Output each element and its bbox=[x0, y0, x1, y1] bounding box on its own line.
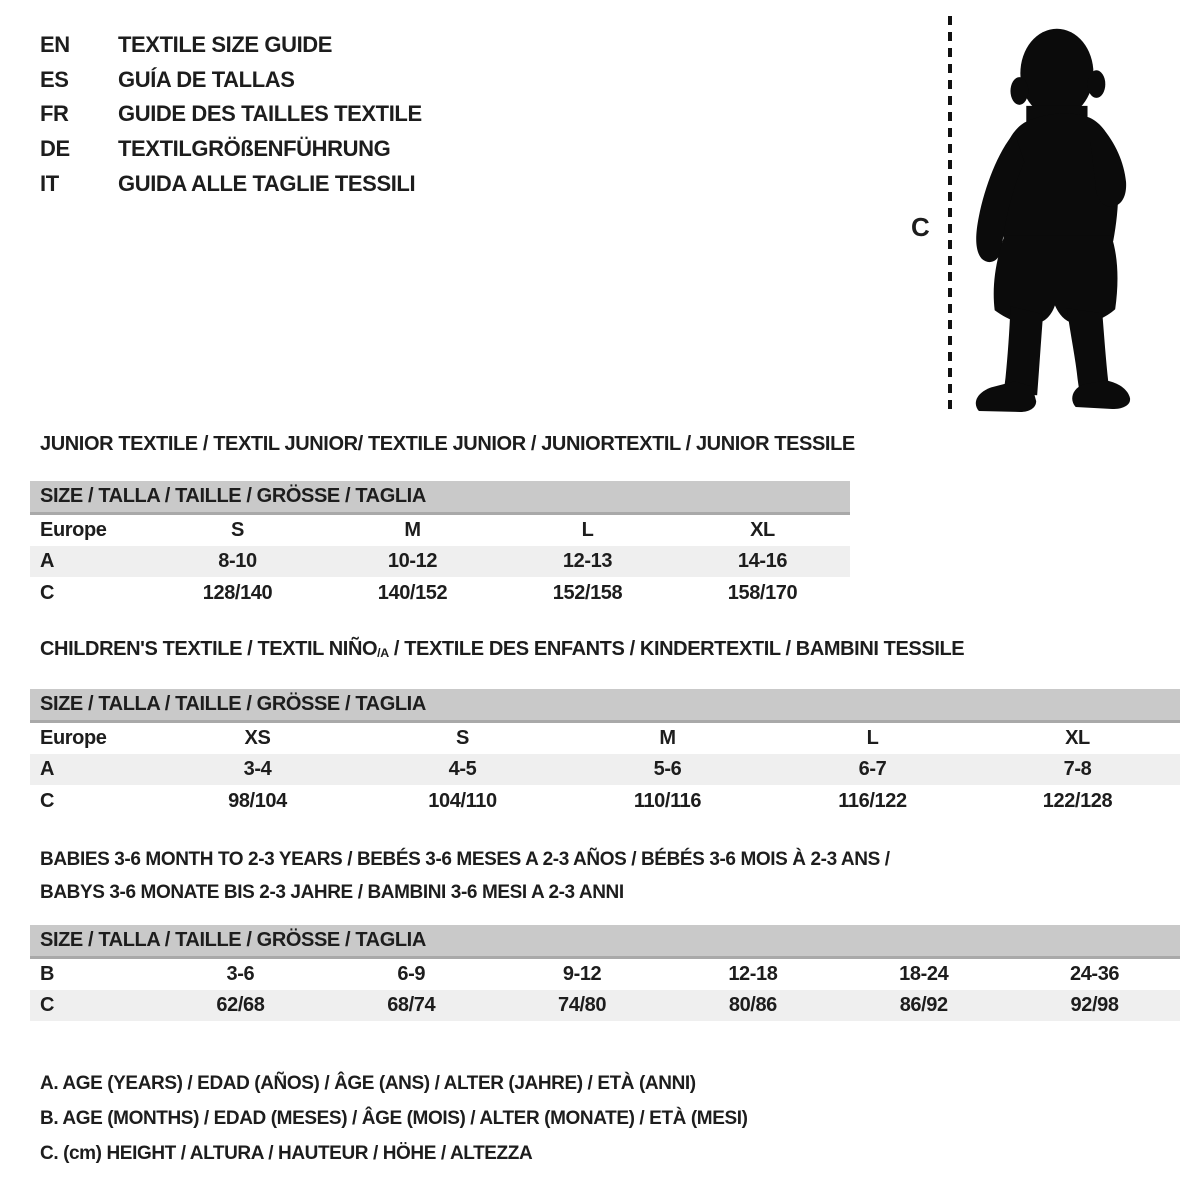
size-cell: S bbox=[456, 726, 469, 749]
size-cell: XS bbox=[244, 726, 271, 749]
junior-size-table bbox=[30, 481, 850, 609]
age-cell: 4-5 bbox=[360, 754, 565, 785]
legend-line-a: A. AGE (YEARS) / EDAD (AÑOS) / ÂGE (ANS) / ALTER (JAHRE) / ETÀ (ANNI) bbox=[40, 1072, 696, 1094]
table-row-height bbox=[30, 577, 850, 609]
height-cell: 74/80 bbox=[497, 990, 668, 1021]
size-header-row bbox=[30, 689, 1180, 721]
height-cell: 80/86 bbox=[667, 990, 838, 1021]
height-cell: 98/104 bbox=[228, 789, 287, 812]
lang-row-es bbox=[40, 63, 422, 98]
row-label: C bbox=[40, 789, 55, 812]
lang-code: IT bbox=[40, 170, 59, 196]
row-label: B bbox=[40, 962, 55, 985]
language-title-block bbox=[40, 28, 422, 201]
size-cell: XL bbox=[750, 518, 775, 541]
size-cell: M bbox=[659, 726, 676, 749]
baby-silhouette-icon bbox=[963, 12, 1135, 412]
months-cell: 24-36 bbox=[1069, 962, 1120, 985]
height-cell: 110/116 bbox=[633, 789, 702, 812]
size-cell: M bbox=[404, 518, 421, 541]
size-cell: XL bbox=[1065, 726, 1090, 749]
age-cell: 7-8 bbox=[975, 754, 1180, 785]
babies-section-title-line2: BABYS 3-6 MONATE BIS 2-3 JAHRE / BAMBINI 3-6 MESI A 2-3 ANNI bbox=[40, 882, 624, 903]
height-cell: 86/92 bbox=[838, 990, 1009, 1021]
table-row-height bbox=[30, 990, 1180, 1021]
height-cell: 152/158 bbox=[552, 581, 623, 604]
size-header-row bbox=[30, 481, 850, 513]
height-cell: 140/152 bbox=[377, 581, 448, 604]
measurement-legend bbox=[40, 1066, 748, 1172]
months-cell: 9-12 bbox=[562, 962, 602, 985]
age-cell: 14-16 bbox=[675, 546, 850, 577]
size-cell: L bbox=[866, 726, 879, 749]
lang-title: TEXTILE SIZE GUIDE bbox=[118, 32, 333, 58]
months-cell: 12-18 bbox=[728, 962, 778, 985]
children-title-suffix: / TEXTILE DES ENFANTS / KINDERTEXTIL / BAMBINI TESSILE bbox=[388, 638, 965, 660]
lang-title: GUIDE DES TAILLES TEXTILE bbox=[118, 101, 422, 127]
lang-row-en bbox=[40, 28, 422, 63]
size-cell: L bbox=[581, 518, 594, 541]
lang-title: GUIDA ALLE TAGLIE TESSILI bbox=[118, 170, 416, 196]
table-row-months bbox=[30, 957, 1180, 990]
height-cell: 122/128 bbox=[1042, 789, 1113, 812]
lang-title: TEXTILGRÖßENFÜHRUNG bbox=[118, 136, 391, 162]
junior-section-title: JUNIOR TEXTILE / TEXTIL JUNIOR/ TEXTILE JUNIOR / JUNIORTEXTIL / JUNIOR TESSILE bbox=[40, 433, 855, 455]
table-row-europe bbox=[30, 513, 850, 546]
lang-code: DE bbox=[40, 136, 70, 162]
age-cell: 5-6 bbox=[565, 754, 770, 785]
size-header-label: SIZE / TALLA / TAILLE / GRÖSSE / TAGLIA bbox=[30, 925, 1180, 957]
legend-line-b: B. AGE (MONTHS) / EDAD (MESES) / ÂGE (MOIS) / ALTER (MONATE) / ETÀ (MESI) bbox=[40, 1107, 748, 1129]
age-cell: 10-12 bbox=[325, 546, 500, 577]
table-row-age bbox=[30, 754, 1180, 785]
children-size-table bbox=[30, 689, 1180, 817]
lang-row-de bbox=[40, 132, 422, 167]
row-label: A bbox=[30, 754, 155, 785]
children-title-subscript: /A bbox=[377, 646, 389, 661]
children-section-title bbox=[40, 638, 964, 661]
row-label: Europe bbox=[40, 726, 107, 749]
row-label: C bbox=[30, 990, 155, 1021]
size-cell: S bbox=[231, 518, 244, 541]
lang-title: GUÍA DE TALLAS bbox=[118, 66, 295, 92]
legend-line-c: C. (cm) HEIGHT / ALTURA / HAUTEUR / HÖHE / ALTEZZA bbox=[40, 1143, 533, 1165]
row-label: C bbox=[40, 581, 55, 604]
babies-size-table bbox=[30, 925, 1180, 1021]
table-row-age bbox=[30, 546, 850, 577]
age-cell: 6-7 bbox=[770, 754, 975, 785]
height-cell: 104/110 bbox=[428, 789, 497, 812]
months-cell: 6-9 bbox=[397, 962, 426, 985]
lang-code: FR bbox=[40, 101, 69, 127]
height-cell: 92/98 bbox=[1009, 990, 1180, 1021]
height-measure-label: C bbox=[911, 212, 930, 242]
age-cell: 8-10 bbox=[150, 546, 325, 577]
height-cell: 158/170 bbox=[727, 581, 798, 604]
height-cell: 128/140 bbox=[202, 581, 273, 604]
children-title-prefix: CHILDREN'S TEXTILE / TEXTIL NIÑO bbox=[40, 638, 378, 660]
age-cell: 3-4 bbox=[155, 754, 360, 785]
size-header-label: SIZE / TALLA / TAILLE / GRÖSSE / TAGLIA bbox=[30, 689, 1180, 721]
lang-code: EN bbox=[40, 32, 70, 58]
lang-row-fr bbox=[40, 97, 422, 132]
height-cell: 68/74 bbox=[326, 990, 497, 1021]
table-row-height bbox=[30, 785, 1180, 817]
size-header-row bbox=[30, 925, 1180, 957]
height-cell: 116/122 bbox=[838, 789, 907, 812]
babies-section-title-line1: BABIES 3-6 MONTH TO 2-3 YEARS / BEBÉS 3-6 MESES A 2-3 AÑOS / BÉBÉS 3-6 MOIS À 2-3 ANS / bbox=[40, 849, 890, 870]
height-cell: 62/68 bbox=[155, 990, 326, 1021]
lang-code: ES bbox=[40, 66, 69, 92]
age-cell: 12-13 bbox=[500, 546, 675, 577]
lang-row-it bbox=[40, 166, 422, 201]
table-row-europe bbox=[30, 721, 1180, 754]
size-header-label: SIZE / TALLA / TAILLE / GRÖSSE / TAGLIA bbox=[30, 481, 850, 513]
row-label: Europe bbox=[40, 518, 107, 541]
months-cell: 3-6 bbox=[226, 962, 255, 985]
months-cell: 18-24 bbox=[899, 962, 949, 985]
row-label: A bbox=[30, 546, 150, 577]
height-measure-dashed-line bbox=[948, 16, 952, 416]
